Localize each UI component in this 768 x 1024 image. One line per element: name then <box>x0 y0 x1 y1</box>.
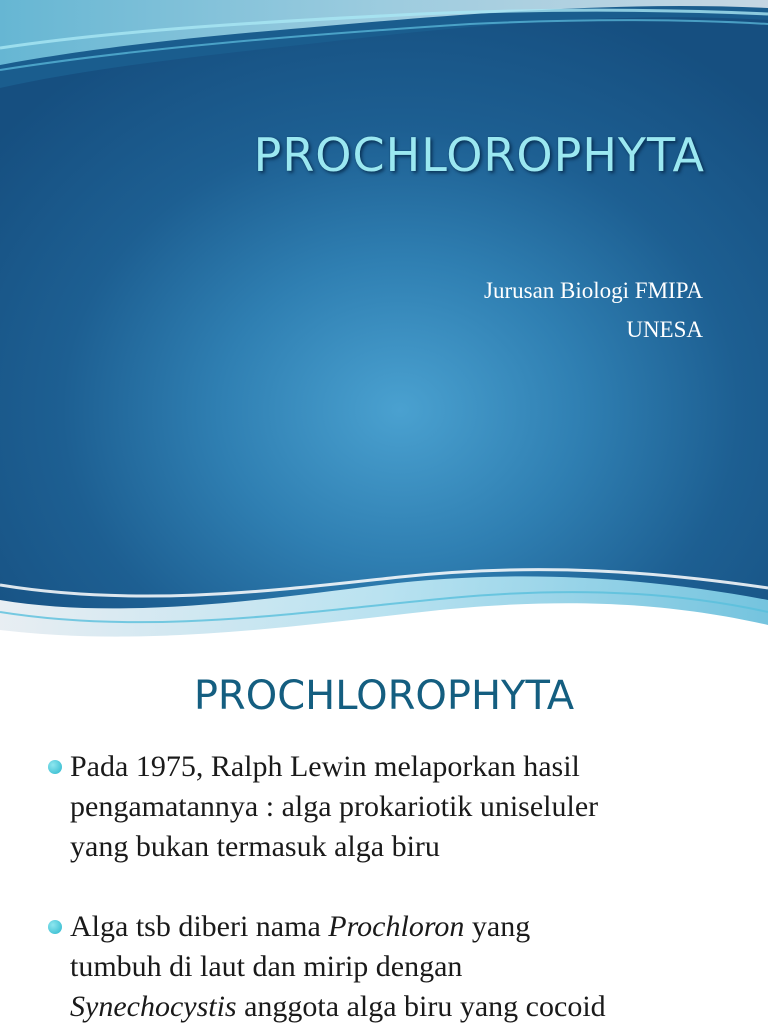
bullet-2-line-1 <box>70 907 758 947</box>
bullet-dot-icon <box>48 760 62 774</box>
bullet-dot-icon <box>48 920 62 934</box>
subtitle-department: Jurusan Biologi FMIPA <box>484 278 703 303</box>
bullet-item-2 <box>48 907 758 1024</box>
bullet-1-line-1: Pada 1975, Ralph Lewin melaporkan hasil <box>70 750 580 783</box>
genus-name-synechocystis: Synechocystis <box>70 990 237 1023</box>
bullet-2-line-3-post: anggota alga biru yang cocoid <box>236 990 606 1023</box>
bullet-2-line-2: tumbuh di laut dan mirip dengan <box>70 950 463 983</box>
bullet-2-text-pre: Alga tsb diberi nama <box>70 910 329 943</box>
content-slide <box>0 665 768 1024</box>
bullet-2-text-post: yang <box>464 910 531 943</box>
subtitle-university: UNESA <box>626 317 703 342</box>
bullet-1-line-3: yang bukan termasuk alga biru <box>70 830 440 863</box>
genus-name-prochloron: Prochloron <box>328 910 465 943</box>
bullet-list <box>48 747 758 1024</box>
bullet-1-line-2: pengamatannya : alga prokariotik uniseluler <box>70 790 599 823</box>
content-slide-title: PROCHLOROPHYTA <box>193 673 575 719</box>
bullet-2-line-3 <box>70 987 758 1024</box>
slide-title: PROCHLOROPHYTA <box>253 128 705 182</box>
bullet-item-1 <box>48 747 758 867</box>
